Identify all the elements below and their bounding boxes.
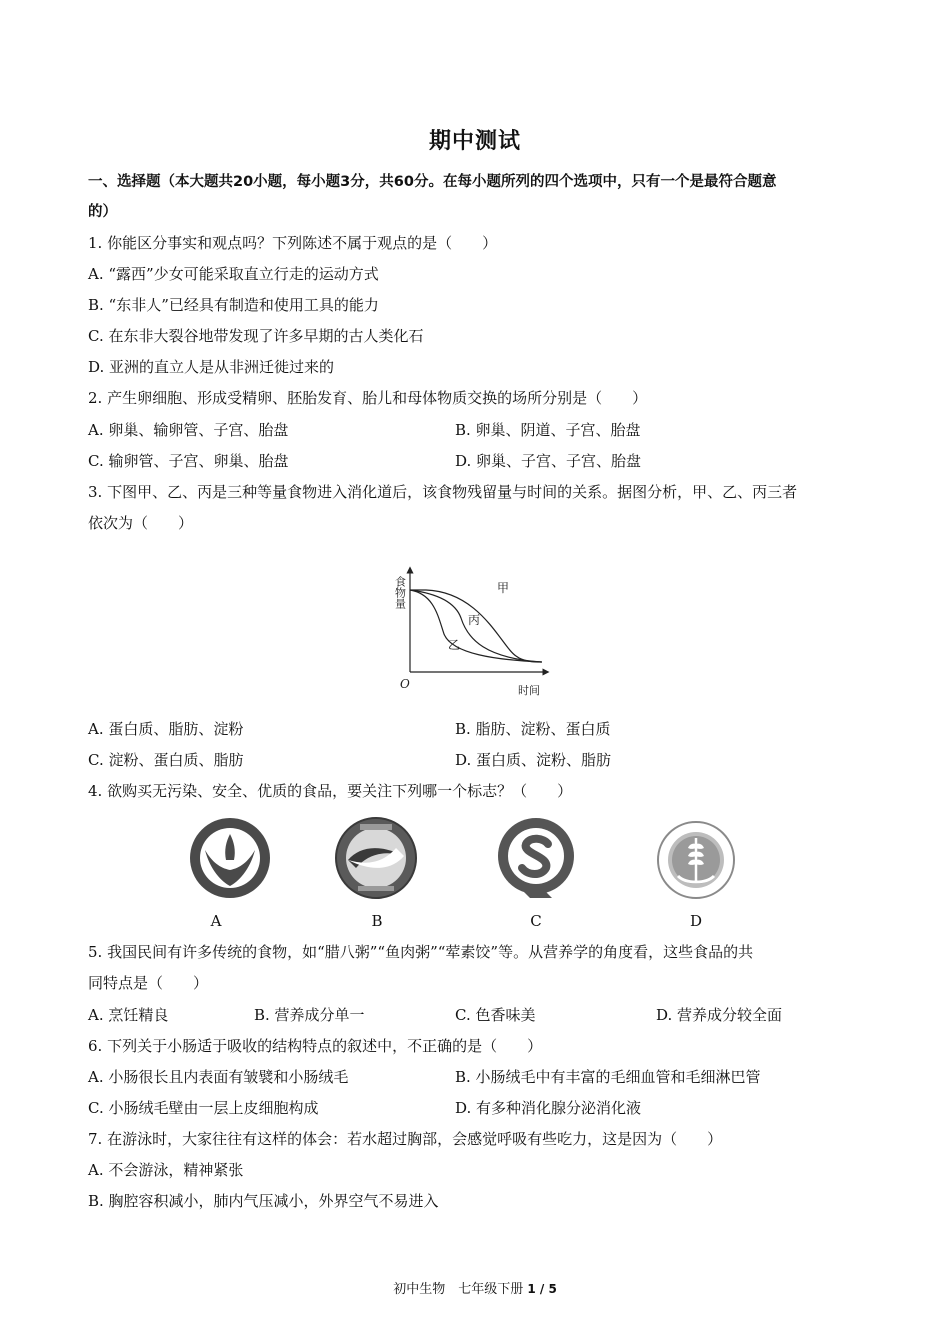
green-food-logo-icon	[188, 816, 272, 900]
x-axis-label: 时间	[518, 684, 540, 697]
pollution-free-logo-icon	[654, 818, 738, 902]
q5-option-d: D. 营养成分较全面	[656, 1006, 783, 1024]
q4-label-c: C	[530, 912, 542, 930]
q5-stem-cont: 同特点是（ ）	[88, 974, 209, 992]
q2-option-a: A. 卵巢、输卵管、子宫、胎盘	[88, 421, 289, 439]
q1-option-c: C. 在东非大裂谷地带发现了许多早期的古人类化石	[88, 327, 424, 345]
q5-option-a: A. 烹饪精良	[88, 1006, 169, 1024]
q1-option-d: D. 亚洲的直立人是从非洲迁徙过来的	[88, 358, 335, 376]
page-number: 1 / 5	[527, 1282, 557, 1296]
q4-label-a: A	[210, 912, 222, 930]
q7-stem: 7. 在游泳时，大家往往有这样的体会：若水超过胸部，会感觉呼吸有些吃力，这是因为（ ）	[88, 1130, 723, 1148]
q5-option-b: B. 营养成分单一	[254, 1006, 365, 1024]
q6-option-d: D. 有多种消化腺分泌消化液	[455, 1099, 642, 1117]
q2-stem: 2. 产生卵细胞、形成受精卵、胚胎发育、胎儿和母体物质交换的场所分别是（ ）	[88, 389, 648, 407]
page-title: 期中测试	[428, 129, 521, 154]
qs-quality-logo-icon	[494, 816, 578, 900]
q3-option-a: A. 蛋白质、脂肪、淀粉	[88, 720, 244, 738]
q6-stem: 6. 下列关于小肠适于吸收的结构特点的叙述中，不正确的是（ ）	[88, 1037, 543, 1055]
q6-option-a: A. 小肠很长且内表面有皱襞和小肠绒毛	[88, 1068, 349, 1086]
q3-option-b: B. 脂肪、淀粉、蛋白质	[455, 720, 611, 738]
q7-option-b: B. 胸腔容积减小，肺内气压减小，外界空气不易进入	[88, 1192, 439, 1210]
curve-jia-label: 甲	[497, 581, 510, 595]
q5-stem: 5. 我国民间有许多传统的食物，如“腊八粥”“鱼肉粥”“荤素饺”等。从营养学的角度看，这些食品的共	[88, 943, 754, 961]
section-header-cont: 的）	[88, 204, 117, 220]
organic-food-logo-icon	[334, 816, 418, 900]
q3-stem-cont: 依次为（ ）	[88, 514, 194, 532]
q2-option-b: B. 卵巢、阴道、子宫、胎盘	[455, 421, 641, 439]
q5-option-c: C. 色香味美	[455, 1006, 536, 1024]
q4-stem: 4. 欲购买无污染、安全、优质的食品，要关注下列哪一个标志？（ ）	[88, 782, 573, 800]
section-header: 一、选择题（本大题共20小题，每小题3分，共60分。在每小题所列的四个选项中，只有一个是最符合题意	[88, 174, 777, 190]
q3-stem: 3. 下图甲、乙、丙是三种等量食物进入消化道后，该食物残留量与时间的关系。据图分析，甲、乙、丙三者	[88, 483, 798, 501]
q7-option-a: A. 不会游泳，精神紧张	[88, 1161, 244, 1179]
y-axis-label: 食物量	[393, 576, 407, 609]
digestion-graph	[386, 556, 556, 702]
q2-option-d: D. 卵巢、子宫、子宫、胎盘	[455, 452, 642, 470]
q1-option-b: B. “东非人”已经具有制造和使用工具的能力	[88, 296, 379, 314]
curve-bing-label: 丙	[468, 613, 481, 627]
q3-option-d: D. 蛋白质、淀粉、脂肪	[455, 751, 612, 769]
q3-option-c: C. 淀粉、蛋白质、脂肪	[88, 751, 244, 769]
q2-option-c: C. 输卵管、子宫、卵巢、胎盘	[88, 452, 289, 470]
q4-label-d: D	[689, 912, 703, 930]
q1-option-a: A. “露西”少女可能采取直立行走的运动方式	[88, 265, 379, 283]
q1-stem: 1. 你能区分事实和观点吗？下列陈述不属于观点的是（ ）	[88, 234, 498, 252]
page-footer	[0, 1278, 950, 1297]
origin-label: O	[400, 677, 410, 691]
curve-yi-label: 乙	[448, 638, 461, 652]
footer-text: 初中生物 七年级下册	[393, 1282, 524, 1297]
q6-option-c: C. 小肠绒毛壁由一层上皮细胞构成	[88, 1099, 319, 1117]
q4-label-b: B	[371, 912, 383, 930]
q6-option-b: B. 小肠绒毛中有丰富的毛细血管和毛细淋巴管	[455, 1068, 761, 1086]
